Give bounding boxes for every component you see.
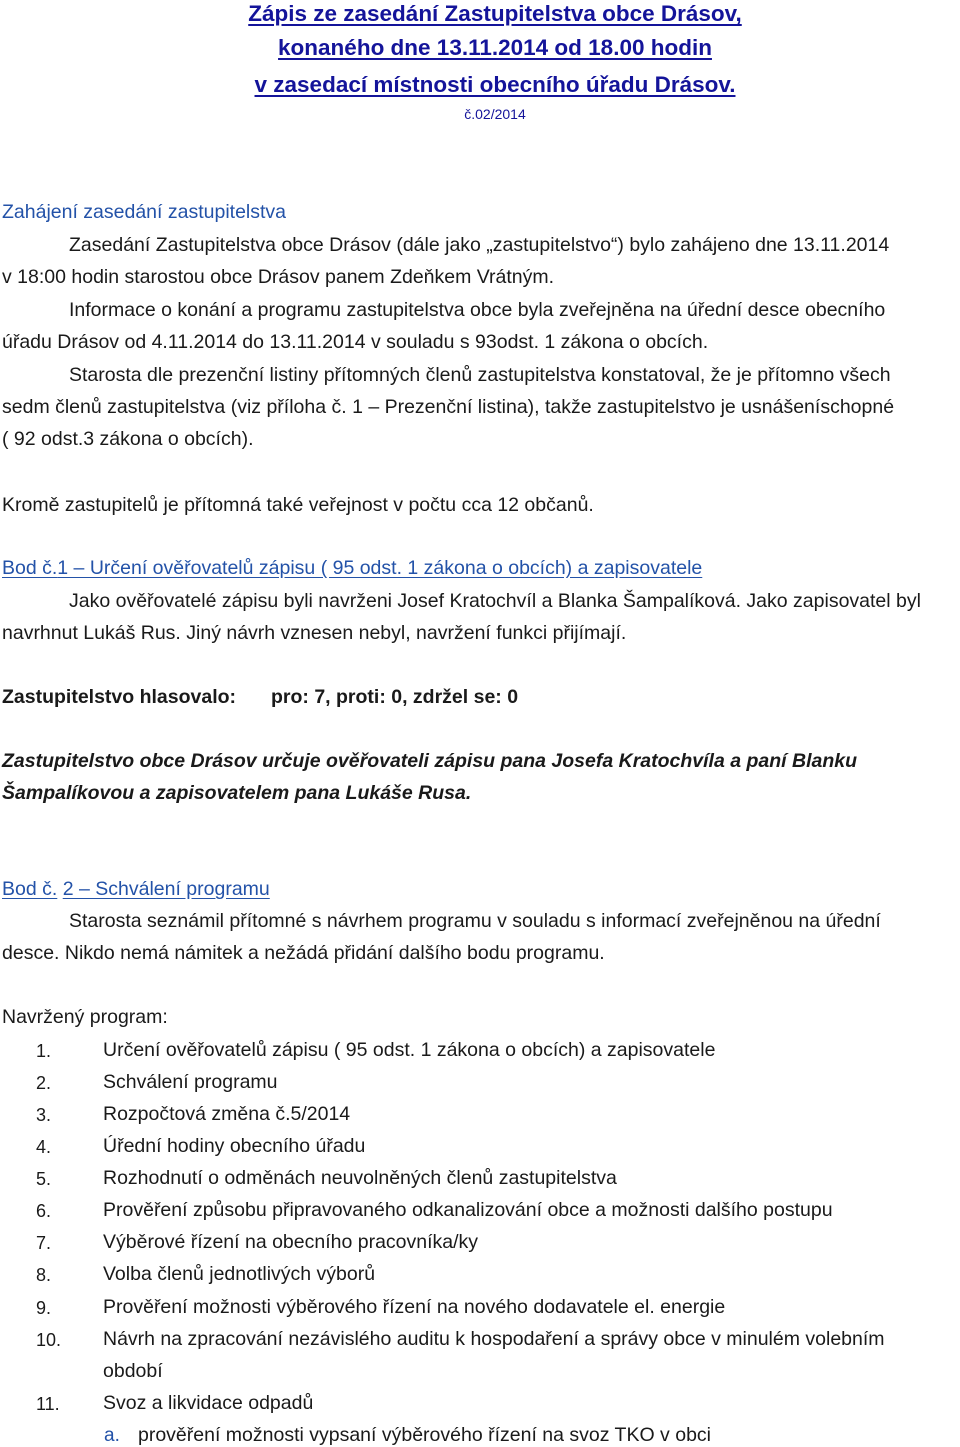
item1-heading-text: 1 – Určení ověřovatelů zápisu ( 95 odst. 1 zákona o obcích) a zapisovatele (57, 557, 703, 579)
program-item-text: Prověření možnosti výběrového řízení na nového dodavatele el. energie (103, 1296, 726, 1318)
item2-heading-prefix: Bod č. (2, 878, 58, 900)
opening-p4: Kromě zastupitelů je přítomná také veřejnost v počtu cca 12 občanů. (2, 494, 594, 516)
document-title-line-3: v zasedací místnosti obecního úřadu Drásov. (254, 72, 736, 97)
resolution-line2: Šampalíkovou a zapisovatelem pana Lukáše Rusa. (2, 782, 472, 804)
program-item-number: 7. (36, 1233, 52, 1253)
document-number: č.02/2014 (464, 106, 526, 122)
item2-heading-text: 2 – Schválení programu (62, 878, 270, 900)
item2-p-line2: desce. Nikdo nemá námitek a nežádá přidání dalšího bodu programu. (2, 942, 605, 964)
program-item-number: 5. (36, 1169, 52, 1189)
program-item-number: 3. (36, 1105, 52, 1125)
program-item-text: Určení ověřovatelů zápisu ( 95 odst. 1 zákona o obcích) a zapisovatele (103, 1039, 716, 1061)
program-item-text: Svoz a likvidace odpadů (103, 1392, 314, 1414)
item2-p-line1: Starosta seznámil přítomné s návrhem programu v souladu s informací zveřejněnou na úřední (69, 910, 881, 932)
program-subitem-text: prověření možnosti vypsaní výběrového řízení na svoz TKO v obci (138, 1424, 711, 1446)
program-item-text: Schválení programu (103, 1071, 278, 1093)
opening-p3-line1: Starosta dle prezenční listiny přítomných členů zastupitelstva konstatoval, že je přítomno všech (69, 364, 891, 386)
program-item-text: Volba členů jednotlivých výborů (103, 1263, 376, 1285)
program-label: Navržený program: (2, 1006, 168, 1028)
item1-p-line1: Jako ověřovatelé zápisu byli navrženi Josef Kratochvíl a Blanka Šampalíková. Jako zapisovatel byl (69, 590, 921, 612)
program-item-number: 11. (36, 1394, 60, 1414)
program-item-text: Výběrové řízení na obecního pracovníka/ky (103, 1231, 479, 1253)
program-item-text: Úřední hodiny obecního úřadu (103, 1135, 366, 1157)
program-item-number: 6. (36, 1201, 52, 1221)
program-item-number: 2. (36, 1073, 52, 1093)
program-item-number: 4. (36, 1137, 52, 1157)
opening-heading: Zahájení zasedání zastupitelstva (2, 201, 287, 223)
document-title-line-2: konaného dne 13.11.2014 od 18.00 hodin (278, 35, 712, 60)
resolution-line1: Zastupitelstvo obce Drásov určuje ověřovateli zápisu pana Josefa Kratochvíla a paní Blanku (2, 750, 858, 772)
program-item-number: 9. (36, 1298, 52, 1318)
opening-p3-line2: sedm členů zastupitelstva (viz příloha č. 1 – Prezenční listina), takže zastupitelstvo je usnášeníschopné (2, 396, 895, 418)
opening-p1-line1: Zasedání Zastupitelstva obce Drásov (dále jako „zastupitelstvo“) bylo zahájeno dne 13.11.2014 (69, 234, 890, 256)
program-item-text: Návrh na zpracování nezávislého auditu k hospodaření a správy obce v minulém volebním (103, 1328, 885, 1350)
opening-p2-line2: úřadu Drásov od 4.11.2014 do 13.11.2014 v souladu s 93odst. 1 zákona o obcích. (2, 331, 709, 353)
program-item-text: Rozpočtová změna č.5/2014 (103, 1103, 351, 1125)
vote-result: pro: 7, proti: 0, zdržel se: 0 (271, 686, 519, 708)
opening-p3-line3: ( 92 odst.3 zákona o obcích). (2, 428, 254, 450)
opening-p1-line2: v 18:00 hodin starostou obce Drásov panem Zdeňkem Vrátným. (2, 266, 555, 288)
program-item-number: 8. (36, 1265, 52, 1285)
item1-p-line2: navrhnut Lukáš Rus. Jiný návrh vznesen nebyl, navržení funkci přijímají. (2, 622, 627, 644)
program-item-text: Prověření způsobu připravovaného odkanalizování obce a možnosti dalšího postupu (103, 1199, 833, 1221)
program-item-number: 1. (36, 1041, 52, 1061)
item1-heading (2, 559, 702, 579)
program-item-number: 10. (36, 1330, 62, 1350)
document-title-line-1: Zápis ze zasedání Zastupitelstva obce Drásov, (248, 1, 742, 26)
program-subitem-number: a. (104, 1425, 120, 1446)
opening-p2-line1: Informace o konání a programu zastupitelstva obce byla zveřejněna na úřední desce obecního (69, 299, 886, 321)
item1-heading-prefix: Bod č. (2, 557, 58, 579)
program-item-text-continued: období (103, 1360, 163, 1382)
vote-label: Zastupitelstvo hlasovalo: (2, 686, 237, 708)
item2-heading (2, 880, 270, 900)
program-item-text: Rozhodnutí o odměnách neuvolněných členů zastupitelstva (103, 1167, 617, 1189)
